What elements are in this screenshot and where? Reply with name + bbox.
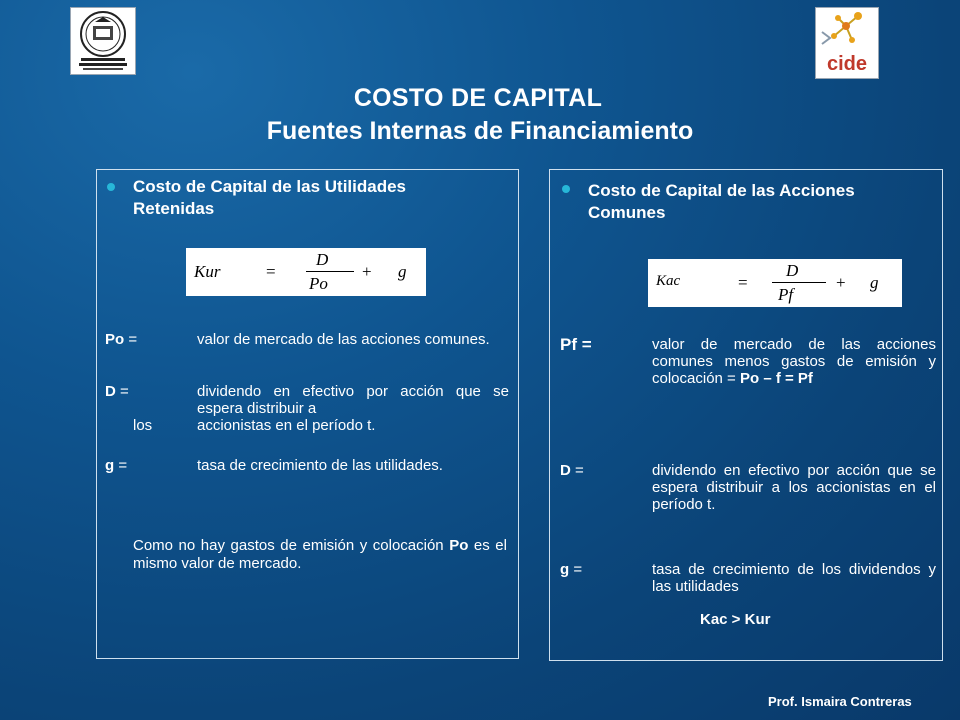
right-panel: Costo de Capital de las Acciones Comunes Kac = D Pf + g Pf = valor de mercado de las acciones comunes menos gastos de emisión y colocación = Po – f = Pf D = dividendo en efectivo por acción que se espera distribuir a los accionistas en el período t. g = tasa de crecimiento de los dividendos y las utilidades Kac > Kur [549, 169, 943, 661]
bullet-icon [562, 185, 570, 193]
note-text: Como no hay gastos de emisión y colocación Po es el mismo valor de mercado. [133, 537, 507, 572]
kac-formula: Kac = D Pf + g [648, 259, 902, 307]
right-heading: Costo de Capital de las Acciones Comunes [588, 181, 855, 222]
footer-author: Prof. Ismaira Contreras [768, 694, 912, 709]
title-block [0, 84, 960, 146]
left-heading: Costo de Capital de las Utilidades Retenidas [133, 177, 407, 218]
kur-formula: Kur = D Po + g [186, 248, 426, 296]
left-panel: Costo de Capital de las Utilidades Retenidas Kur = D Po + g Po = valor de mercado de las acciones comunes. D = dividendo en efectivo por acción que se espera distribuir a los accionistas en el período t. g = tasa de crecimiento de las utilidades. Como no hay gastos de emisión y colocación Po es el mismo valor de mercado. [96, 169, 519, 659]
slide-subtitle: Fuentes Internas de Financiamiento [266, 117, 694, 145]
bullet-icon [107, 183, 115, 191]
svg-text:cide: cide [826, 53, 868, 75]
conclusion-text: Kac > Kur [700, 611, 771, 628]
cide-logo [815, 7, 879, 79]
slide-title: COSTO DE CAPITAL [353, 84, 603, 112]
university-logo [70, 7, 136, 75]
